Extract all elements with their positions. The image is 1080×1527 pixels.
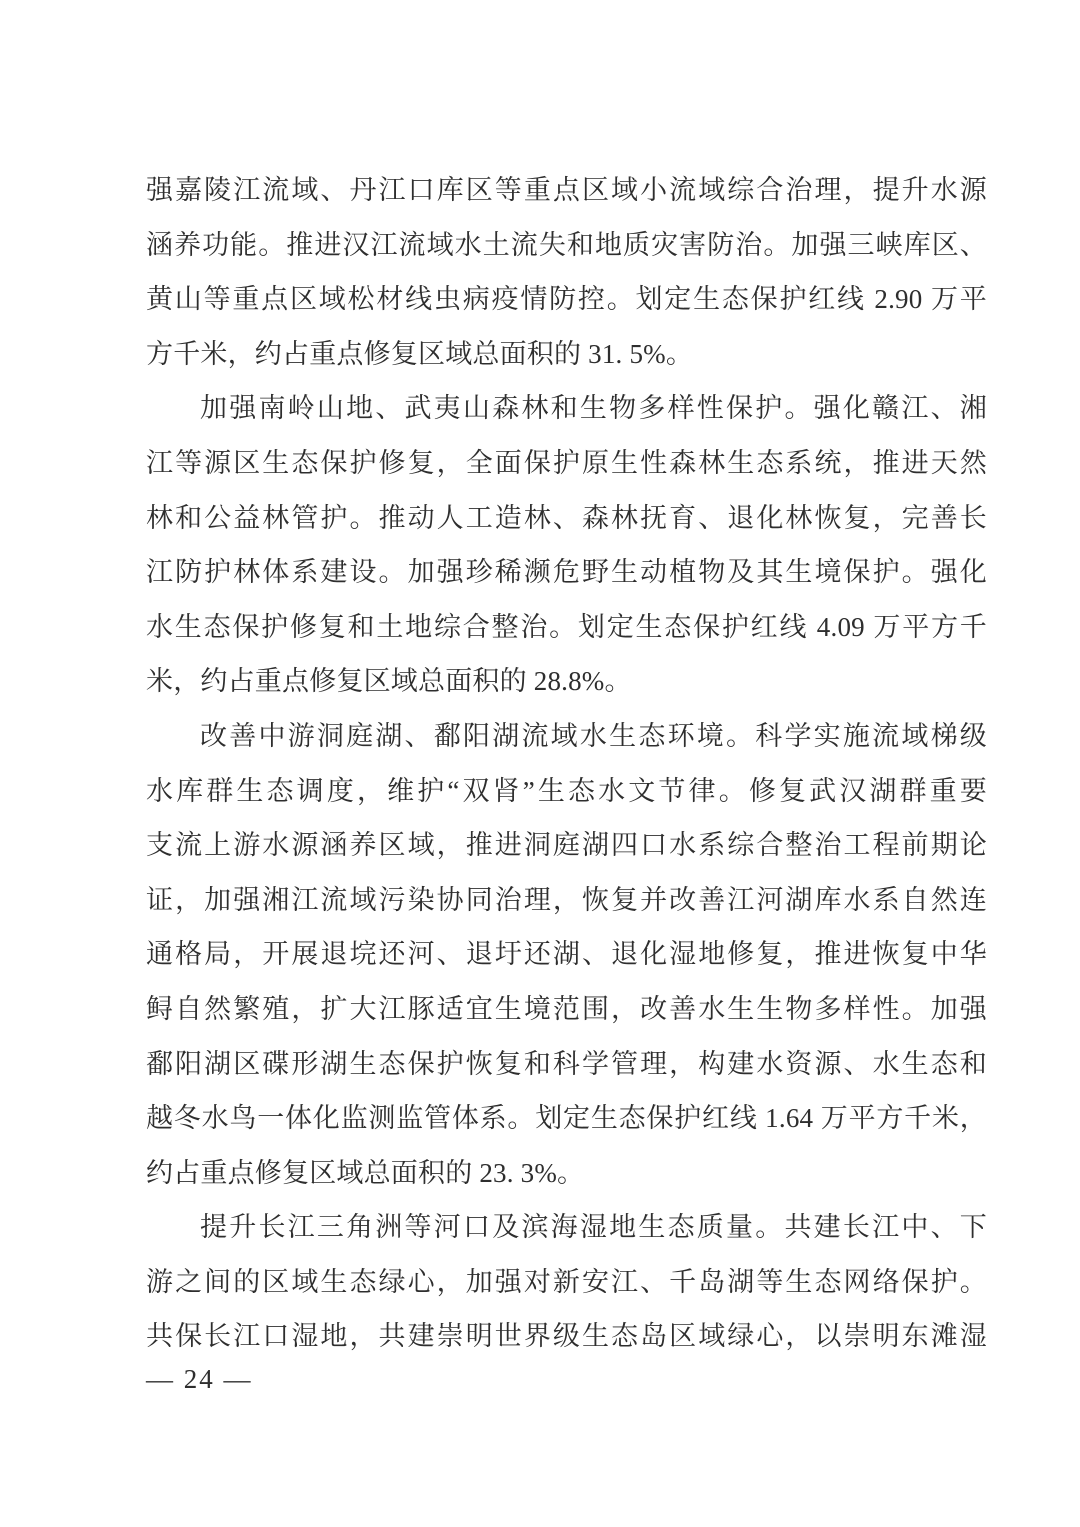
text-line: 支流上游水源涵养区域，推进洞庭湖四口水系综合整治工程前期论 [146,830,987,861]
paragraph [146,709,987,1200]
text-line: 共保长江口湿地，共建崇明世界级生态岛区域绿心，以崇明东滩湿 [146,1321,987,1352]
paragraph [146,1200,987,1364]
text-line: 通格局，开展退垸还河、退圩还湖、退化湿地修复，推进恢复中华 [146,939,987,970]
text-line: 林和公益林管护。推动人工造林、森林抚育、退化林恢复，完善长 [146,502,987,533]
text-line: 黄山等重点区域松材线虫病疫情防控。划定生态保护红线 2.90 万平 [146,284,987,315]
text-line: 涵养功能。推进汉江流域水土流失和地质灾害防治。加强三峡库区、 [146,229,987,260]
paragraph [146,163,987,381]
text-line: 江等源区生态保护修复，全面保护原生性森林生态系统，推进天然 [146,447,987,478]
text-line: 证，加强湘江流域污染协同治理，恢复并改善江河湖库水系自然连 [146,884,987,915]
text-line: 提升长江三角洲等河口及滨海湿地生态质量。共建长江中、下 [200,1212,987,1243]
paragraph [146,381,987,709]
text-block [146,163,987,1364]
text-line: 强嘉陵江流域、丹江口库区等重点区域小流域综合治理，提升水源 [146,175,987,205]
text-line: 水生态保护修复和土地综合整治。划定生态保护红线 4.09 万平方千 [146,611,987,642]
text-line: 米，约占重点修复区域总面积的 28.8%。 [146,666,632,697]
text-line: 水库群生态调度，维护“双肾”生态水文节律。修复武汉湖群重要 [146,775,987,806]
text-line: 江防护林体系建设。加强珍稀濒危野生动植物及其生境保护。强化 [146,557,987,588]
page-number: — 24 — [146,1364,253,1394]
text-line: 鄱阳湖区碟形湖生态保护恢复和科学管理，构建水资源、水生态和 [146,1048,987,1079]
text-line: 越冬水鸟一体化监测监管体系。划定生态保护红线 1.64 万平方千米， [146,1103,987,1134]
page-footer [146,1363,253,1395]
text-line: 约占重点修复区域总面积的 23. 3%。 [146,1157,585,1188]
text-line: 游之间的区域生态绿心，加强对新安江、千岛湖等生态网络保护。 [146,1266,987,1297]
text-line: 改善中游洞庭湖、鄱阳湖流域水生态环境。科学实施流域梯级 [200,720,987,751]
text-line: 鲟自然繁殖，扩大江豚适宜生境范围，改善水生生物多样性。加强 [146,993,987,1024]
text-line: 加强南岭山地、武夷山森林和生物多样性保护。强化赣江、湘 [200,393,987,424]
text-line: 方千米，约占重点修复区域总面积的 31. 5%。 [146,338,694,369]
